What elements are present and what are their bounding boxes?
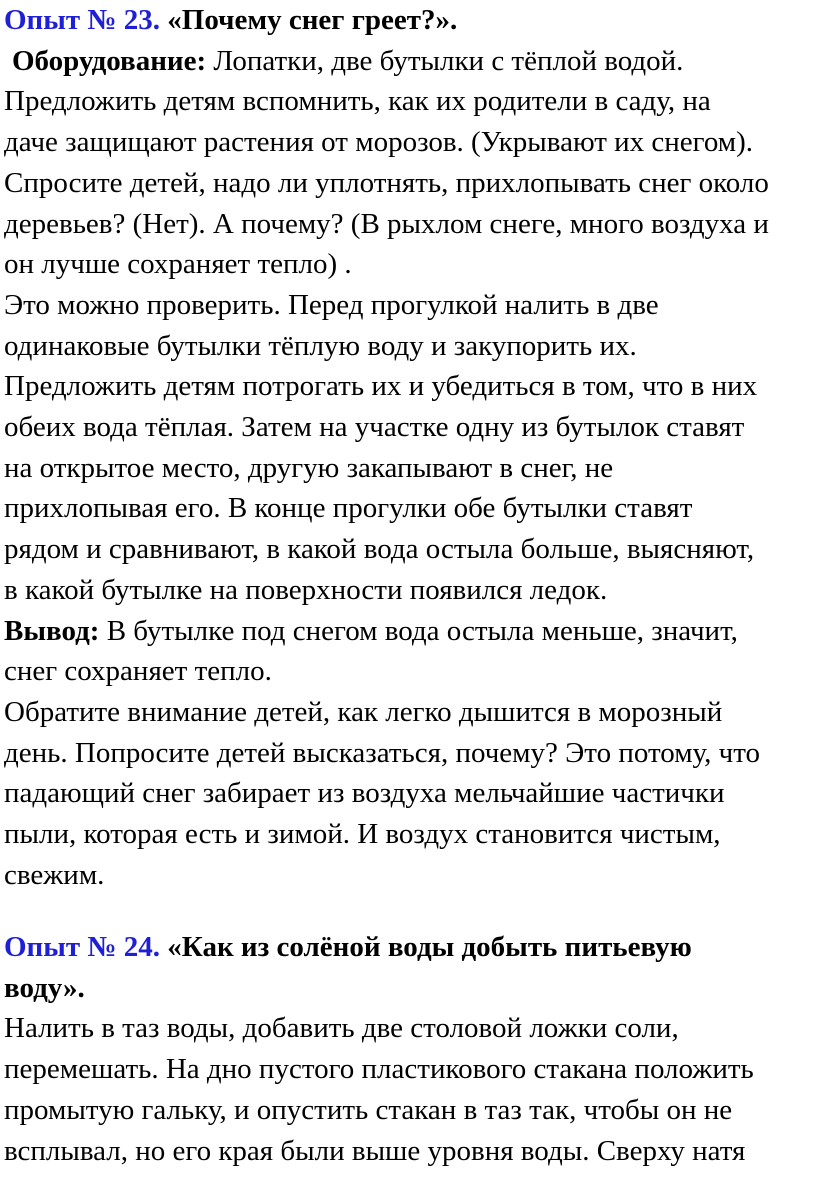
conclusion-text: В бутылке под снегом вода остыла меньше, значит, xyxy=(99,614,738,647)
paragraph-line: Налить в таз воды, добавить две столовой ложки соли, xyxy=(4,1012,679,1045)
paragraph-line: на открытое место, другую закапывают в снег, не xyxy=(4,451,614,484)
experiment-24-title-line-2: воду». xyxy=(4,971,85,1004)
note-line: свежим. xyxy=(4,858,105,891)
paragraph-line: обеих вода тёплая. Затем на участке одну из бутылок ставят xyxy=(4,411,745,443)
conclusion-line-2: снег сохраняет тепло. xyxy=(4,655,272,688)
paragraph-line: Спросите детей, надо ли уплотнять, прихлопывать снег около xyxy=(4,166,769,199)
experiment-24-title: «Как из солёной воды добыть питьевую xyxy=(167,931,692,963)
paragraph-line: Предложить детям вспомнить, как их родители в саду, на xyxy=(4,85,711,118)
conclusion-label: Вывод: xyxy=(4,614,100,647)
equipment-text: Лопатки, две бутылки с тёплой водой. xyxy=(213,44,684,77)
equipment-line xyxy=(12,41,683,82)
paragraph-line: прихлопывая его. В конце прогулки обе бутылки ставят xyxy=(4,492,693,525)
experiment-24-heading xyxy=(4,927,692,968)
paragraph-line: Предложить детям потрогать их и убедиться в том, что в них xyxy=(4,370,758,403)
experiment-23-label: Опыт № 23. xyxy=(4,4,161,36)
paragraph-line: перемешать. На дно пустого пластикового стакана положить xyxy=(4,1053,754,1086)
equipment-label: Оборудование: xyxy=(12,44,207,77)
experiment-23-heading xyxy=(4,0,457,41)
paragraph-line: он лучше сохраняет тепло) . xyxy=(4,248,352,281)
paragraph-line: деревьев? (Нет). А почему? (В рыхлом снеге, много воздуха и xyxy=(4,207,769,240)
note-line: пыли, которая есть и зимой. И воздух становится чистым, xyxy=(4,818,721,850)
note-line: день. Попросите детей высказаться, почему? Это потому, что xyxy=(4,736,761,769)
paragraph-line: даче защищают растения от морозов. (Укрывают их снегом). xyxy=(4,126,754,159)
experiment-24-label: Опыт № 24. xyxy=(4,931,161,963)
paragraph-line: промытую гальку, и опустить стакан в таз так, чтобы он не xyxy=(4,1093,733,1126)
experiment-23-title: «Почему снег греет?». xyxy=(167,4,458,36)
paragraph-line: в какой бутылке на поверхности появился ледок. xyxy=(4,573,608,606)
conclusion-line xyxy=(4,611,738,652)
paragraph-line: одинаковые бутылки тёплую воду и закупорить их. xyxy=(4,329,637,362)
note-line: падающий снег забирает из воздуха мельчайшие частички xyxy=(4,777,725,810)
note-line: Обратите внимание детей, как легко дышится в морозный xyxy=(4,695,723,728)
paragraph-line: Это можно проверить. Перед прогулкой налить в две xyxy=(4,288,659,321)
paragraph-line: всплывал, но его края были выше уровня воды. Сверху натя xyxy=(4,1134,746,1167)
paragraph-line: рядом и сравнивают, в какой вода остыла больше, выясняют, xyxy=(4,533,755,566)
